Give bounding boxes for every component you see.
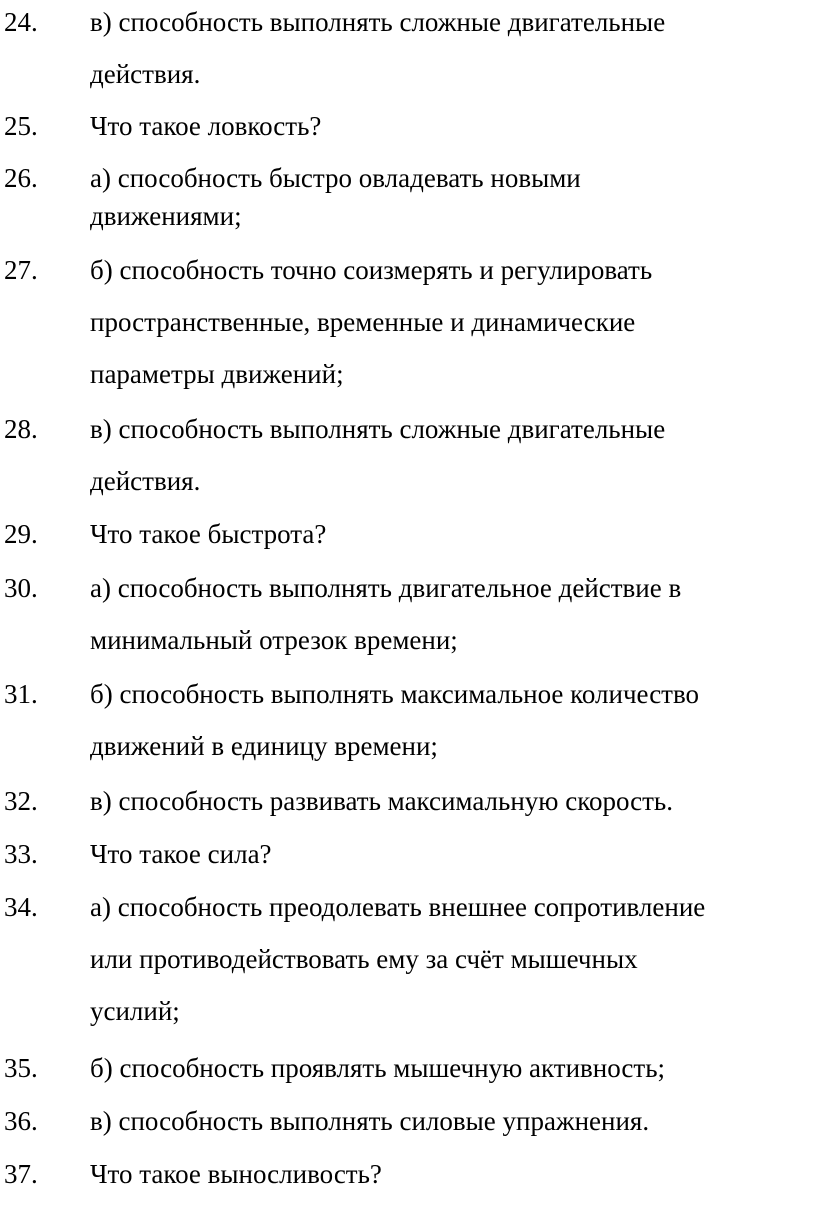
- item-text: б) способность точно соизмерять и регулировать пространственные, временные и динамические параметры движений;: [90, 255, 653, 389]
- item-number: 25.: [4, 111, 38, 141]
- item-number: 26.: [4, 163, 38, 193]
- item-text: Что такое сила?: [90, 839, 272, 869]
- item-number: 24.: [4, 7, 38, 37]
- item-text: в) способность выполнять сложные двигательные действия.: [90, 414, 666, 496]
- item-number: 32.: [4, 786, 38, 816]
- item-text: а) способность быстро овладевать новыми движениями;: [90, 163, 581, 231]
- item-text: Что такое выносливость?: [90, 1159, 382, 1189]
- item-number: 37.: [4, 1159, 38, 1189]
- item-text: в) способность выполнять сложные двигательные действия.: [90, 7, 666, 89]
- item-number: 29.: [4, 519, 38, 549]
- item-text: а) способность преодолевать внешнее сопротивление или противодействовать ему за счёт мышечных усилий;: [90, 892, 706, 1026]
- item-number: 36.: [4, 1106, 38, 1136]
- item-number: 31.: [4, 679, 38, 709]
- item-number: 30.: [4, 573, 38, 603]
- item-number: 33.: [4, 839, 38, 869]
- item-text: Что такое быстрота?: [90, 519, 327, 549]
- item-text: б) способность выполнять максимальное количество движений в единицу времени;: [90, 679, 700, 761]
- item-text: Что такое ловкость?: [90, 111, 322, 141]
- item-text: а) способность выполнять двигательное действие в минимальный отрезок времени;: [90, 573, 682, 655]
- item-text: в) способность выполнять силовые упражнения.: [90, 1106, 650, 1136]
- item-number: 28.: [4, 414, 38, 444]
- item-text: б) способность проявлять мышечную активность;: [90, 1053, 666, 1083]
- item-text: в) способность развивать максимальную скорость.: [90, 786, 673, 816]
- item-number: 27.: [4, 255, 38, 285]
- item-number: 34.: [4, 892, 38, 922]
- item-number: 35.: [4, 1053, 38, 1083]
